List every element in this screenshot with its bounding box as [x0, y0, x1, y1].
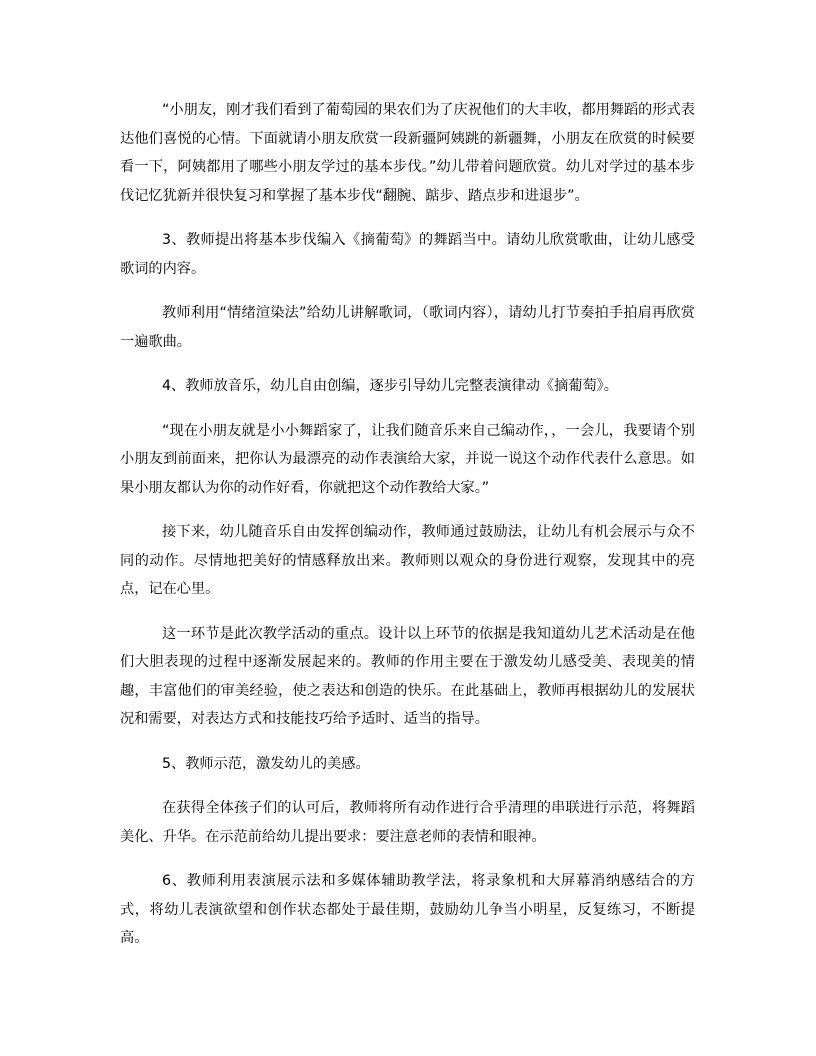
paragraph-step-3: 3、教师提出将基本步伐编入《摘葡萄》的舞蹈当中。请幼儿欣赏歌曲，让幼儿感受歌词的内容。 — [120, 232, 695, 277]
paragraph-dancer-quote: “现在小朋友就是小小舞蹈家了，让我们随音乐来自己编动作，，一会儿，我要请个别小朋友到前面来，把你认为最漂亮的动作表演给大家，并说一说这个动作代表什么意思。如果小朋友都认为你的动作好看，你就把这个动作教给大家。” — [120, 422, 695, 496]
paragraph-step-5: 5、教师示范，激发幼儿的美感。 — [162, 755, 370, 772]
paragraph-key-point: 这一环节是此次教学活动的重点。设计以上环节的依据是我知道幼儿艺术活动是在他们大胆表现的过程中逐渐发展起来的。教师的作用主要在于激发幼儿感受美、表现美的情趣，丰富他们的审美经验，使之表达和创造的快乐。在此基础上，教师再根据幼儿的发展状况和需要，对表达方式和技能技巧给予适时、适当的指导。 — [120, 625, 695, 727]
document-page — [120, 96, 695, 969]
paragraph-step-6: 6、教师利用表演展示法和多媒体辅助教学法，将录象机和大屏幕消纳感结合的方式，将幼儿表演欲望和创作状态都处于最佳期，鼓励幼儿争当小明星，反复练习，不断提高。 — [120, 873, 695, 946]
paragraph-step-4: 4、教师放音乐，幼儿自由创编，逐步引导幼儿完整表演律动《摘葡萄》。 — [162, 378, 618, 394]
paragraph-demonstration: 在获得全体孩子们的认可后，教师将所有动作进行合乎清理的串联进行示范，将舞蹈美化、升华。在示范前给幼儿提出要求：要注意老师的表情和眼神。 — [120, 800, 695, 845]
paragraph-lyrics-explanation: 教师利用“情绪渲染法”给幼儿讲解歌词，（歌词内容），请幼儿打节奏拍手拍肩再欣赏一遍歌曲。 — [120, 305, 695, 350]
paragraph-intro-quote: “小朋友，刚才我们看到了葡萄园的果农们为了庆祝他们的大丰收，都用舞蹈的形式表达他们喜悦的心情。下面就请小朋友欣赏一段新疆阿姨跳的新疆舞，小朋友在欣赏的时候要看一下，阿姨都用了哪些小朋友学过的基本步伐。”幼儿带着问题欣赏。幼儿对学过的基本步伐记忆犹新并很快复习和掌握了基本步伐“翻腕、踮步、踏点步和进退步”。 — [120, 102, 695, 204]
paragraph-free-creation: 接下来，幼儿随音乐自由发挥创编动作，教师通过鼓励法，让幼儿有机会展示与众不同的动作。尽情地把美好的情感释放出来。教师则以观众的身份进行观察，发现其中的亮点，记在心里。 — [120, 524, 695, 597]
